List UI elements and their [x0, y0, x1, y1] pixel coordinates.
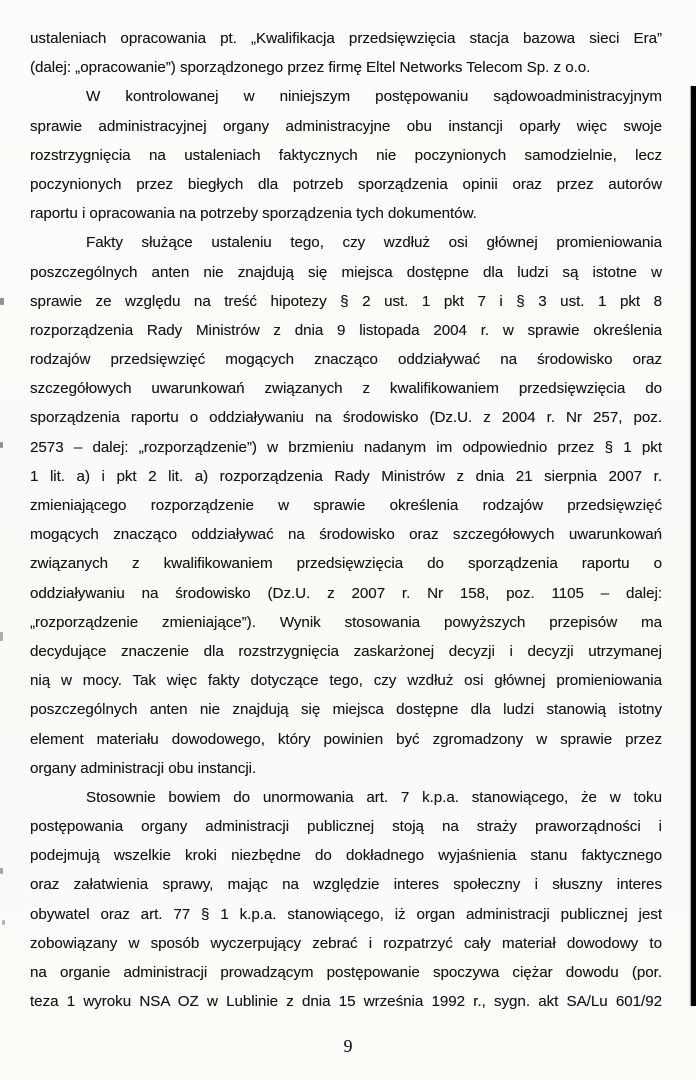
text-line: organy administracji obu instancji. [30, 759, 257, 777]
scan-speck [2, 920, 5, 925]
text-line: zmieniającego rozporządzenie w sprawie określenia rodzajów przedsięwzięć [30, 497, 662, 514]
text-line: na organie administracji prowadzącym postępowanie spoczywa ciężar dowodu (por. [30, 964, 662, 981]
page-number: 9 [343, 1036, 353, 1056]
text-line: poszczególnych anten nie znajdują się miejsca dostępne dla ludzi stanowią istotny [30, 701, 662, 719]
text-line: 1 lit. a) i pkt 2 lit. a) rozporządzenia Rady Ministrów z dnia 21 sierpnia 2007 r. [30, 467, 662, 485]
text-line: nią w mocy. Tak więc fakty dotyczące tego, czy wzdłuż osi głównej promieniowania [30, 672, 662, 690]
text-line: oraz załatwienia sprawy, mając na względzie interes społeczny i słuszny interes [30, 876, 662, 894]
text-line: teza 1 wyroku NSA OZ w Lublinie z dnia 15 września 1992 r., sygn. akt SA/Lu 601/92 [30, 993, 662, 1011]
text-line: „rozporządzenie zmieniające”). Wynik stosowania powyższych przepisów ma [30, 613, 662, 631]
text-line: sprawie ze względu na treść hipotezy § 2 ust. 1 pkt 7 i § 3 ust. 1 pkt 8 [30, 292, 662, 310]
scan-speck [0, 298, 4, 305]
text-line: mogących znacząco oddziaływać na środowisko oraz szczegółowych uwarunkowań [30, 526, 662, 544]
text-line: poczynionych przez biegłych dla potrzeb sporządzenia opinii oraz przez autorów [30, 175, 662, 193]
text-line: szczegółowych uwarunkowań związanych z kwalifikowaniem przedsięwzięcia do [30, 380, 662, 398]
text-line: postępowania organy administracji publicznej stoją na straży praworządności i [30, 818, 662, 836]
text-line: Fakty służące ustaleniu tego, czy wzdłuż osi głównej promieniowania [86, 234, 662, 252]
text-line: raportu i opracowania na potrzeby sporządzenia tych dokumentów. [30, 205, 477, 223]
text-line: ustaleniach opracowania pt. „Kwalifikacja przedsięwzięcia stacja bazowa sieci Era” [30, 30, 662, 47]
text-line: 2573 – dalej: „rozporządzenie”) w brzmieniu nadanym im odpowiednio przez § 1 pkt [30, 438, 662, 456]
text-line: poszczególnych anten nie znajdują się miejsca dostępne dla ludzi są istotne w [30, 263, 662, 281]
text-line: decydujące znaczenie dla rozstrzygnięcia zaskarżonej decyzji i decyzji utrzymanej [30, 642, 662, 660]
scan-speck [0, 868, 3, 874]
text-line: sprawie administracyjnej organy administracyjne obu instancji oparły więc swoje [30, 117, 662, 135]
text-line: podejmują wszelkie kroki niezbędne do dokładnego wyjaśnienia stanu faktycznego [30, 847, 662, 865]
text-line: rozporządzenia Rady Ministrów z dnia 9 listopada 2004 r. w sprawie określenia [30, 321, 662, 339]
document-body [30, 24, 662, 1016]
text-line: związanych z kwalifikowaniem przedsięwzięcia do sporządzenia raportu o [30, 555, 662, 573]
text-line: W kontrolowanej w niniejszym postępowaniu sądowoadministracyjnym [86, 88, 662, 106]
text-line: obywatel oraz art. 77 § 1 k.p.a. stanowiącego, iż organ administracji publicznej jest [30, 905, 662, 923]
text-line: Stosownie bowiem do unormowania art. 7 k.p.a. stanowiącego, że w toku [86, 788, 662, 806]
text-line: element materiału dowodowego, który powinien być zgromadzony w sprawie przez [30, 730, 662, 748]
text-line: zobowiązany w sposób wyczerpujący zebrać i rozpatrzyć cały materiał dowodowy to [30, 934, 662, 952]
text-line: (dalej: „opracowanie”) sporządzonego przez firmę Eltel Networks Telecom Sp. z o.o. [30, 59, 591, 77]
text-line: rodzajów przedsięwzięć mogących znacząco oddziaływać na środowisko oraz [30, 351, 662, 369]
text-line: sporządzenia raportu o oddziaływaniu na środowisko (Dz.U. z 2004 r. Nr 257, poz. [30, 409, 662, 427]
scan-edge-artifact [691, 86, 696, 1006]
scan-speck [0, 442, 3, 448]
text-line: oddziaływaniu na środowisko (Dz.U. z 2007 r. Nr 158, poz. 1105 – dalej: [30, 584, 662, 602]
text-line: rozstrzygnięcia na ustaleniach faktycznych nie poczynionych samodzielnie, lecz [30, 146, 662, 164]
scan-speck [0, 632, 3, 641]
